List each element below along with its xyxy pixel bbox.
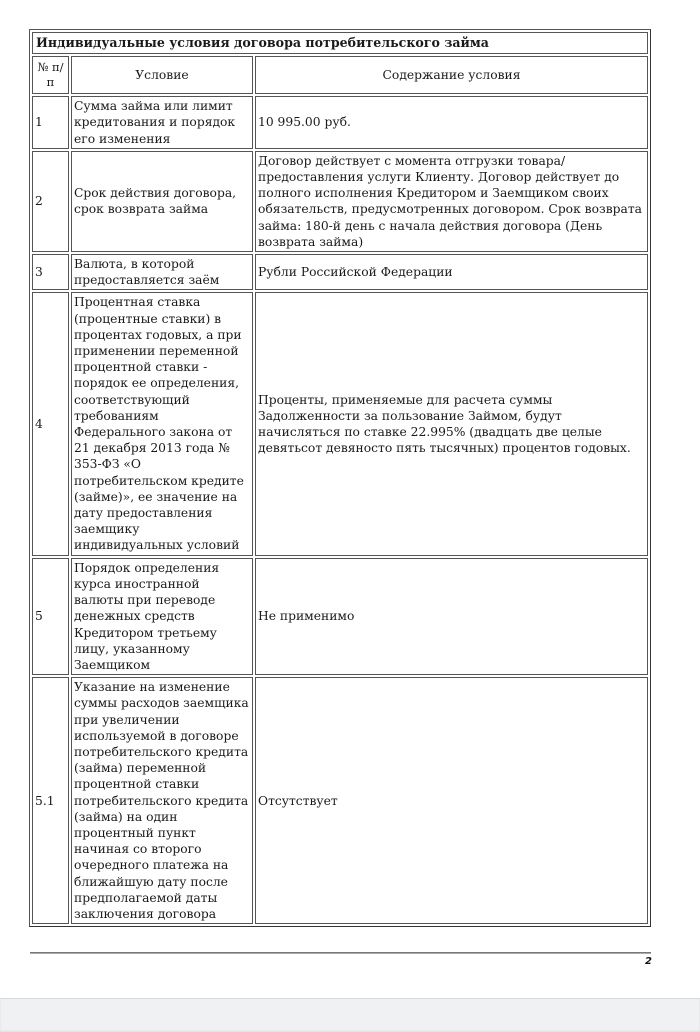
table-row <box>32 677 648 924</box>
table-row <box>32 292 648 555</box>
row-condition: Сумма займа или лимит кредитования и порядок его изменения <box>71 96 253 149</box>
header-num: № п/п <box>32 56 69 94</box>
header-content: Содержание условия <box>255 56 648 94</box>
conditions-table <box>29 29 651 927</box>
row-num: 4 <box>32 292 69 555</box>
header-condition: Условие <box>71 56 253 94</box>
table-title: Индивидуальные условия договора потребительского займа <box>32 32 648 54</box>
table-row <box>32 151 648 252</box>
row-condition: Порядок определения курса иностранной валюты при переводе денежных средств Кредитором третьему лицу, указанному Заемщиком <box>71 558 253 675</box>
row-num: 5.1 <box>32 677 69 924</box>
row-condition: Указание на изменение суммы расходов заемщика при увеличении используемой в договоре потребительского кредита (займа) переменной процентной ставки потребительского кредита (займа) на один процентный пункт начиная со второго очередного платежа на ближайшую дату после предполагаемой даты заключения договора <box>71 677 253 924</box>
table-row <box>32 96 648 149</box>
row-condition: Срок действия договора, срок возврата займа <box>71 151 253 252</box>
row-num: 2 <box>32 151 69 252</box>
row-num: 1 <box>32 96 69 149</box>
row-content: Отсутствует <box>255 677 648 924</box>
table-header-row <box>32 56 648 94</box>
table-title-row <box>32 32 648 54</box>
row-content: Проценты, применяемые для расчета суммы Задолженности за пользование Займом, будут начисляться по ставке 22.995% (двадцать две целые девятьсот девяносто пять тысячных) процентов годовых. <box>255 292 648 555</box>
row-condition: Процентная ставка (процентные ставки) в процентах годовых, а при применении переменной процентной ставки - порядок ее определения, соответствующий требованиям Федерального закона от 21 декабря 2013 года № 353-ФЗ «О потребительском кредите (займе)», ее значение на дату предоставления заемщику индивидуальных условий <box>71 292 253 555</box>
row-num: 3 <box>32 254 69 290</box>
row-content: 10 995.00 руб. <box>255 96 648 149</box>
footer-divider <box>30 952 651 954</box>
viewer-bottom-bar <box>0 998 700 1032</box>
row-condition: Валюта, в которой предоставляется заём <box>71 254 253 290</box>
row-content: Не применимо <box>255 558 648 675</box>
page-number: 2 <box>645 956 652 967</box>
row-num: 5 <box>32 558 69 675</box>
row-content: Рубли Российской Федерации <box>255 254 648 290</box>
table-row <box>32 558 648 675</box>
row-content: Договор действует с момента отгрузки товара/предоставления услуги Клиенту. Договор действует до полного исполнения Кредитором и Заемщиком своих обязательств, предусмотренных договором. Срок возврата займа: 180-й день с начала действия договора (День возврата займа) <box>255 151 648 252</box>
table-row <box>32 254 648 290</box>
